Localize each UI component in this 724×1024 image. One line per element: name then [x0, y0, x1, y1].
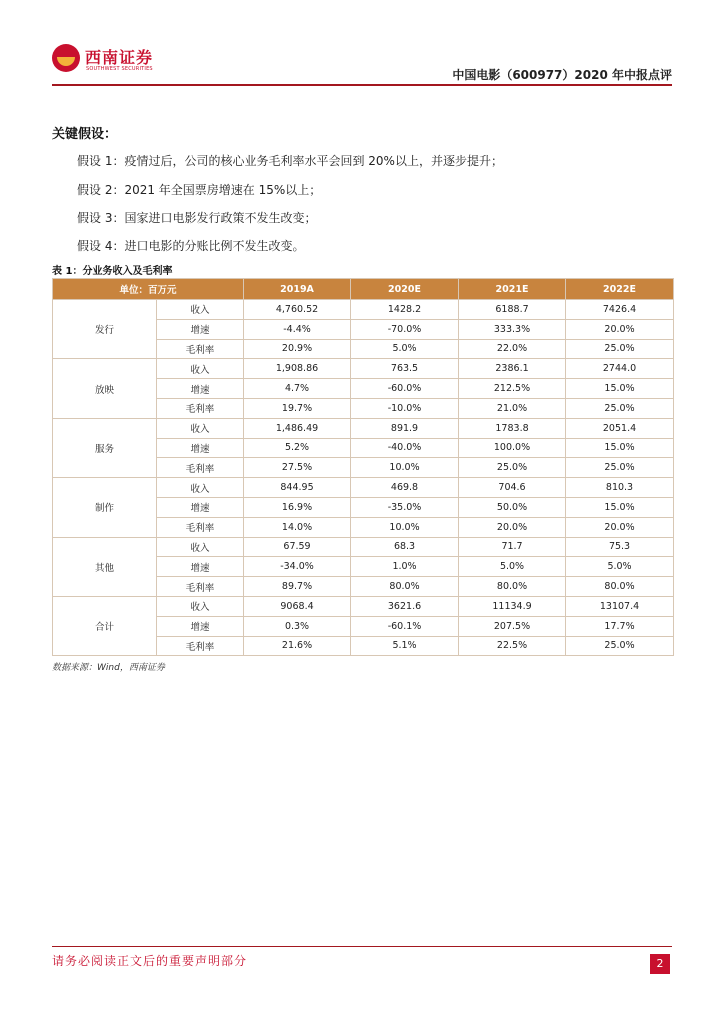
value-cell: 22.5% — [459, 636, 566, 656]
value-cell: 80.0% — [459, 577, 566, 597]
value-cell: -10.0% — [351, 398, 459, 418]
value-cell: 2051.4 — [566, 418, 674, 438]
column-header: 2020E — [351, 279, 459, 300]
value-cell: 67.59 — [244, 537, 351, 557]
header-divider — [52, 84, 672, 86]
segment-name-cell: 合计 — [53, 596, 157, 655]
value-cell: 89.7% — [244, 577, 351, 597]
value-cell: -34.0% — [244, 557, 351, 577]
value-cell: 2386.1 — [459, 359, 566, 379]
value-cell: 891.9 — [351, 418, 459, 438]
value-cell: 50.0% — [459, 497, 566, 517]
value-cell: 80.0% — [351, 577, 459, 597]
metric-name-cell: 毛利率 — [157, 517, 244, 537]
value-cell: 13107.4 — [566, 596, 674, 616]
segment-name-cell: 放映 — [53, 359, 157, 418]
column-header: 2022E — [566, 279, 674, 300]
value-cell: 25.0% — [566, 339, 674, 359]
value-cell: 7426.4 — [566, 300, 674, 320]
value-cell: 1,486.49 — [244, 418, 351, 438]
value-cell: 5.0% — [566, 557, 674, 577]
value-cell: -35.0% — [351, 497, 459, 517]
data-source-note: 数据来源：Wind，西南证券 — [52, 663, 165, 673]
value-cell: -60.1% — [351, 616, 459, 636]
value-cell: 15.0% — [566, 497, 674, 517]
segment-name-cell: 服务 — [53, 418, 157, 477]
metric-name-cell: 毛利率 — [157, 636, 244, 656]
value-cell: -40.0% — [351, 438, 459, 458]
metric-name-cell: 收入 — [157, 359, 244, 379]
value-cell: 1,908.86 — [244, 359, 351, 379]
segment-name-cell: 发行 — [53, 300, 157, 359]
value-cell: 15.0% — [566, 438, 674, 458]
assumption-4: 假设 4：进口电影的分账比例不发生改变。 — [77, 239, 305, 253]
value-cell: 810.3 — [566, 478, 674, 498]
value-cell: 469.8 — [351, 478, 459, 498]
table-row — [53, 359, 674, 379]
value-cell: 6188.7 — [459, 300, 566, 320]
value-cell: 1.0% — [351, 557, 459, 577]
metric-name-cell: 收入 — [157, 596, 244, 616]
metric-name-cell: 增速 — [157, 379, 244, 399]
logo-emblem-icon — [52, 44, 80, 72]
metric-name-cell: 收入 — [157, 478, 244, 498]
table-row — [53, 537, 674, 557]
value-cell: 80.0% — [566, 577, 674, 597]
company-logo — [52, 42, 152, 76]
metric-name-cell: 增速 — [157, 497, 244, 517]
value-cell: 9068.4 — [244, 596, 351, 616]
value-cell: 11134.9 — [459, 596, 566, 616]
value-cell: 1783.8 — [459, 418, 566, 438]
metric-name-cell: 增速 — [157, 438, 244, 458]
value-cell: 75.3 — [566, 537, 674, 557]
table-body — [53, 300, 674, 656]
value-cell: 25.0% — [566, 458, 674, 478]
metric-name-cell: 毛利率 — [157, 458, 244, 478]
metric-name-cell: 收入 — [157, 418, 244, 438]
value-cell: 14.0% — [244, 517, 351, 537]
value-cell: 5.0% — [459, 557, 566, 577]
metric-name-cell: 毛利率 — [157, 577, 244, 597]
metric-name-cell: 毛利率 — [157, 339, 244, 359]
table-row — [53, 418, 674, 438]
value-cell: 20.0% — [566, 319, 674, 339]
value-cell: 844.95 — [244, 478, 351, 498]
value-cell: 704.6 — [459, 478, 566, 498]
assumption-1: 假设 1：疫情过后，公司的核心业务毛利率水平会回到 20%以上，并逐步提升； — [77, 154, 503, 168]
value-cell: 10.0% — [351, 458, 459, 478]
logo-chinese-name: 西南证券 — [85, 48, 154, 67]
table-row — [53, 596, 674, 616]
value-cell: -60.0% — [351, 379, 459, 399]
value-cell: 0.3% — [244, 616, 351, 636]
metric-name-cell: 增速 — [157, 319, 244, 339]
value-cell: 21.6% — [244, 636, 351, 656]
segment-revenue-table — [52, 278, 674, 656]
value-cell: 25.0% — [459, 458, 566, 478]
metric-name-cell: 收入 — [157, 300, 244, 320]
column-header: 2021E — [459, 279, 566, 300]
metric-name-cell: 增速 — [157, 557, 244, 577]
metric-name-cell: 收入 — [157, 537, 244, 557]
value-cell: 763.5 — [351, 359, 459, 379]
value-cell: 20.0% — [459, 517, 566, 537]
value-cell: 15.0% — [566, 379, 674, 399]
value-cell: 5.1% — [351, 636, 459, 656]
assumption-2: 假设 2：2021 年全国票房增速在 15%以上； — [77, 183, 322, 197]
value-cell: 68.3 — [351, 537, 459, 557]
value-cell: 17.7% — [566, 616, 674, 636]
segment-name-cell: 其他 — [53, 537, 157, 596]
column-header: 2019A — [244, 279, 351, 300]
table-row — [53, 478, 674, 498]
table-title: 表 1：分业务收入及毛利率 — [52, 266, 173, 277]
value-cell: 27.5% — [244, 458, 351, 478]
table-row — [53, 300, 674, 320]
value-cell: 333.3% — [459, 319, 566, 339]
segment-name-cell: 制作 — [53, 478, 157, 537]
value-cell: 3621.6 — [351, 596, 459, 616]
value-cell: 4,760.52 — [244, 300, 351, 320]
metric-name-cell: 毛利率 — [157, 398, 244, 418]
value-cell: -4.4% — [244, 319, 351, 339]
value-cell: 2744.0 — [566, 359, 674, 379]
value-cell: 21.0% — [459, 398, 566, 418]
value-cell: 207.5% — [459, 616, 566, 636]
value-cell: 20.9% — [244, 339, 351, 359]
section-title: 关键假设： — [52, 127, 118, 142]
unit-header: 单位：百万元 — [53, 279, 244, 300]
value-cell: 100.0% — [459, 438, 566, 458]
report-title: 中国电影（600977）2020 年中报点评 — [452, 68, 672, 82]
value-cell: 1428.2 — [351, 300, 459, 320]
value-cell: 25.0% — [566, 398, 674, 418]
assumption-3: 假设 3：国家进口电影发行政策不发生改变； — [77, 211, 317, 225]
value-cell: 4.7% — [244, 379, 351, 399]
table-header-row — [53, 279, 674, 300]
value-cell: 19.7% — [244, 398, 351, 418]
value-cell: 25.0% — [566, 636, 674, 656]
footer-disclaimer: 请务必阅读正文后的重要声明部分 — [52, 954, 248, 968]
value-cell: 20.0% — [566, 517, 674, 537]
value-cell: 212.5% — [459, 379, 566, 399]
footer-divider — [52, 946, 672, 947]
logo-english-name: SOUTHWEST SECURITIES — [86, 66, 153, 72]
value-cell: 5.2% — [244, 438, 351, 458]
value-cell: 10.0% — [351, 517, 459, 537]
metric-name-cell: 增速 — [157, 616, 244, 636]
value-cell: 5.0% — [351, 339, 459, 359]
value-cell: 22.0% — [459, 339, 566, 359]
value-cell: -70.0% — [351, 319, 459, 339]
value-cell: 71.7 — [459, 537, 566, 557]
value-cell: 16.9% — [244, 497, 351, 517]
page-number: 2 — [650, 954, 670, 974]
